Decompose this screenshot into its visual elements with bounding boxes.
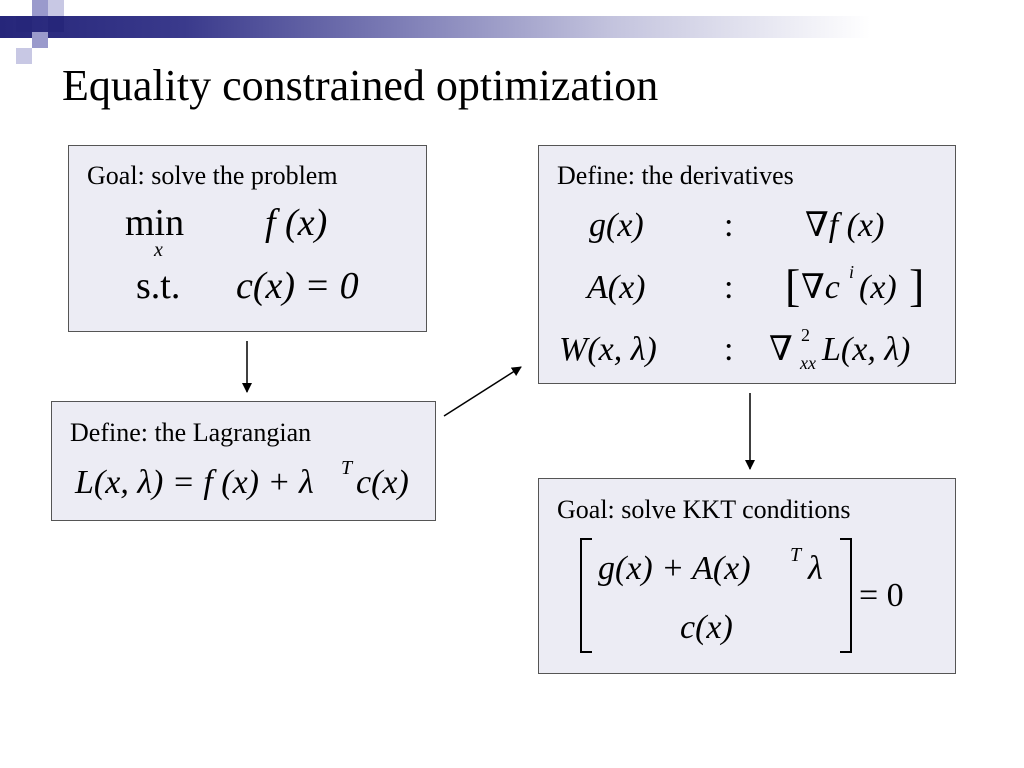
jacobian-colon: : (724, 269, 734, 306)
hessian-colon: : (724, 331, 734, 368)
lagrangian-rhs: c(x) (356, 464, 409, 501)
min-subscript: x (154, 239, 163, 261)
gradient-symbol: g(x) (589, 207, 644, 244)
hessian-nabla: ∇ (769, 331, 793, 368)
arrow-lagrangian-to-derivatives (444, 367, 521, 416)
hessian-sub: xx (800, 353, 816, 373)
jacobian-sup: i (849, 262, 855, 282)
subject-to-label: s.t. (136, 265, 181, 307)
jacobian-definition: ∇c (801, 269, 840, 306)
kkt-transpose-sup: T (790, 544, 802, 566)
lagrangian-lhs: L(x, λ) = f (x) + λ (75, 464, 314, 501)
kkt-row2: c(x) (680, 609, 733, 646)
hessian-symbol: W(x, λ) (559, 331, 657, 368)
gradient-colon: : (724, 207, 734, 244)
derivatives-label: Define: the derivatives (557, 161, 794, 190)
jacobian-argument: (x) (859, 269, 897, 306)
kkt-rhs: = 0 (859, 577, 904, 614)
jacobian-bracket-open: [ (785, 260, 801, 311)
lagrangian-label: Define: the Lagrangian (70, 418, 312, 447)
goal-problem-label: Goal: solve the problem (87, 161, 338, 190)
gradient-definition: ∇f (x) (805, 207, 885, 244)
hessian-definition: L(x, λ) (822, 331, 911, 368)
jacobian-symbol: A(x) (587, 269, 646, 306)
kkt-lambda: λ (808, 550, 823, 587)
slide-title: Equality constrained optimization (62, 61, 659, 110)
constraint-equation: c(x) = 0 (236, 265, 359, 307)
hessian-sup: 2 (801, 325, 810, 345)
kkt-label: Goal: solve KKT conditions (557, 495, 851, 524)
min-operator: min (125, 202, 185, 244)
objective-function: f (x) (265, 202, 328, 244)
kkt-row1: g(x) + A(x) (598, 550, 751, 587)
jacobian-bracket-close: ] (909, 260, 925, 311)
lagrangian-transpose-sup: T (341, 457, 353, 479)
